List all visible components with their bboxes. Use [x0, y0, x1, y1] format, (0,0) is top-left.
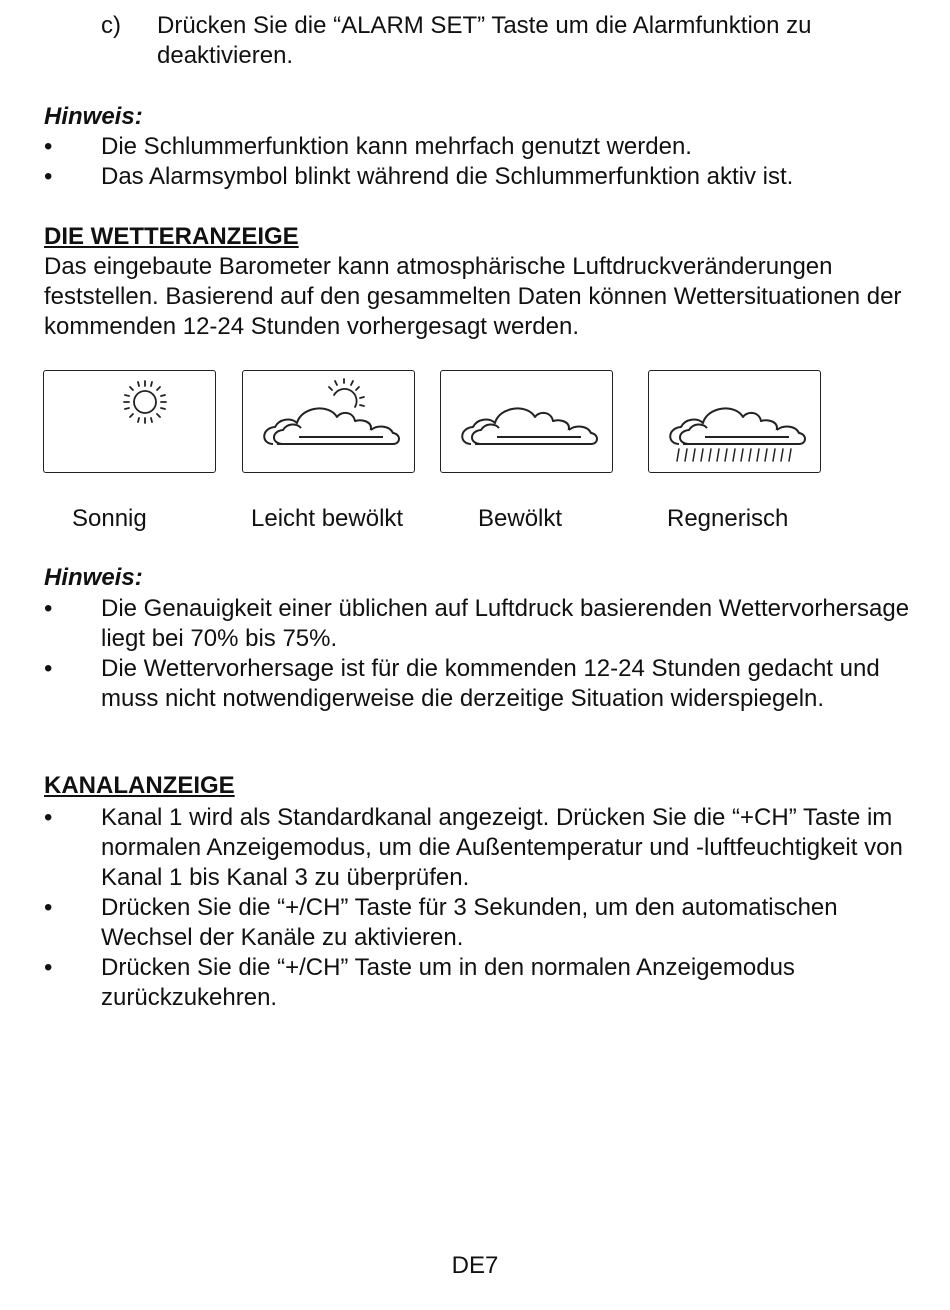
rainy-icon-box: [648, 370, 821, 473]
list-item: • Die Wettervorhersage ist für die kommenden 12-24 Stunden gedacht und muss nicht notwendigerweise die derzeitige Situation widerspiegeln.: [44, 655, 880, 712]
bullet-icon: •: [44, 954, 53, 981]
channel-list: [44, 803, 924, 1013]
section-heading: DIE WETTERANZEIGE: [44, 223, 299, 250]
bullet-icon: •: [44, 163, 53, 190]
note-title: Hinweis:: [44, 103, 143, 130]
weather-caption: Sonnig: [72, 505, 147, 532]
bullet-icon: •: [44, 894, 53, 921]
list-item-text: Drücken Sie die “ALARM SET” Taste um die Alarmfunktion zu deaktivieren.: [157, 12, 812, 69]
cloudy-icon: [441, 371, 614, 474]
bullet-icon: •: [44, 804, 53, 831]
sun-icon: [44, 371, 217, 474]
rainy-icon: [649, 371, 822, 474]
list-item: • Die Schlummerfunktion kann mehrfach genutzt werden.: [44, 133, 692, 160]
sun-icon-box: [43, 370, 216, 473]
partly-cloudy-icon-box: [242, 370, 415, 473]
cloudy-icon-box: [440, 370, 613, 473]
section-paragraph: Das eingebaute Barometer kann atmosphärische Luftdruckveränderungen feststellen. Basierend auf den gesammelten Daten können Wettersituationen der kommenden 12-24 Stunden vorhergesagt werden.: [44, 253, 902, 340]
bullet-icon: •: [44, 655, 53, 682]
list-item: • Kanal 1 wird als Standardkanal angezeigt. Drücken Sie die “+CH” Taste im normalen Anzeigemodus, um die Außentemperatur und -luftfeuchtigkeit von Kanal 1 bis Kanal 3 zu überprüfen.: [44, 804, 903, 891]
partly-cloudy-icon: [243, 371, 416, 474]
list-item: • Drücken Sie die “+/CH” Taste um in den normalen Anzeigemodus zurückzukehren.: [44, 954, 795, 1011]
weather-caption: Bewölkt: [478, 505, 563, 532]
bullet-icon: •: [44, 133, 53, 160]
note-title: Hinweis:: [44, 564, 143, 591]
weather-caption: Regnerisch: [667, 505, 789, 532]
list-item: • Die Genauigkeit einer üblichen auf Luftdruck basierenden Wettervorhersage liegt bei 70% bis 75%.: [44, 595, 910, 652]
note-list: [44, 594, 924, 714]
list-item: • Drücken Sie die “+/CH” Taste für 3 Sekunden, um den automatischen Wechsel der Kanäle zu aktivieren.: [44, 894, 838, 951]
bullet-icon: •: [44, 595, 53, 622]
list-marker: c): [101, 12, 121, 39]
weather-caption: Leicht bewölkt: [251, 505, 404, 532]
note-list: [44, 132, 924, 192]
page-number: DE7: [451, 1252, 499, 1279]
section-heading: KANALANZEIGE: [44, 772, 235, 799]
list-item: • Das Alarmsymbol blinkt während die Schlummerfunktion aktiv ist.: [44, 163, 794, 190]
